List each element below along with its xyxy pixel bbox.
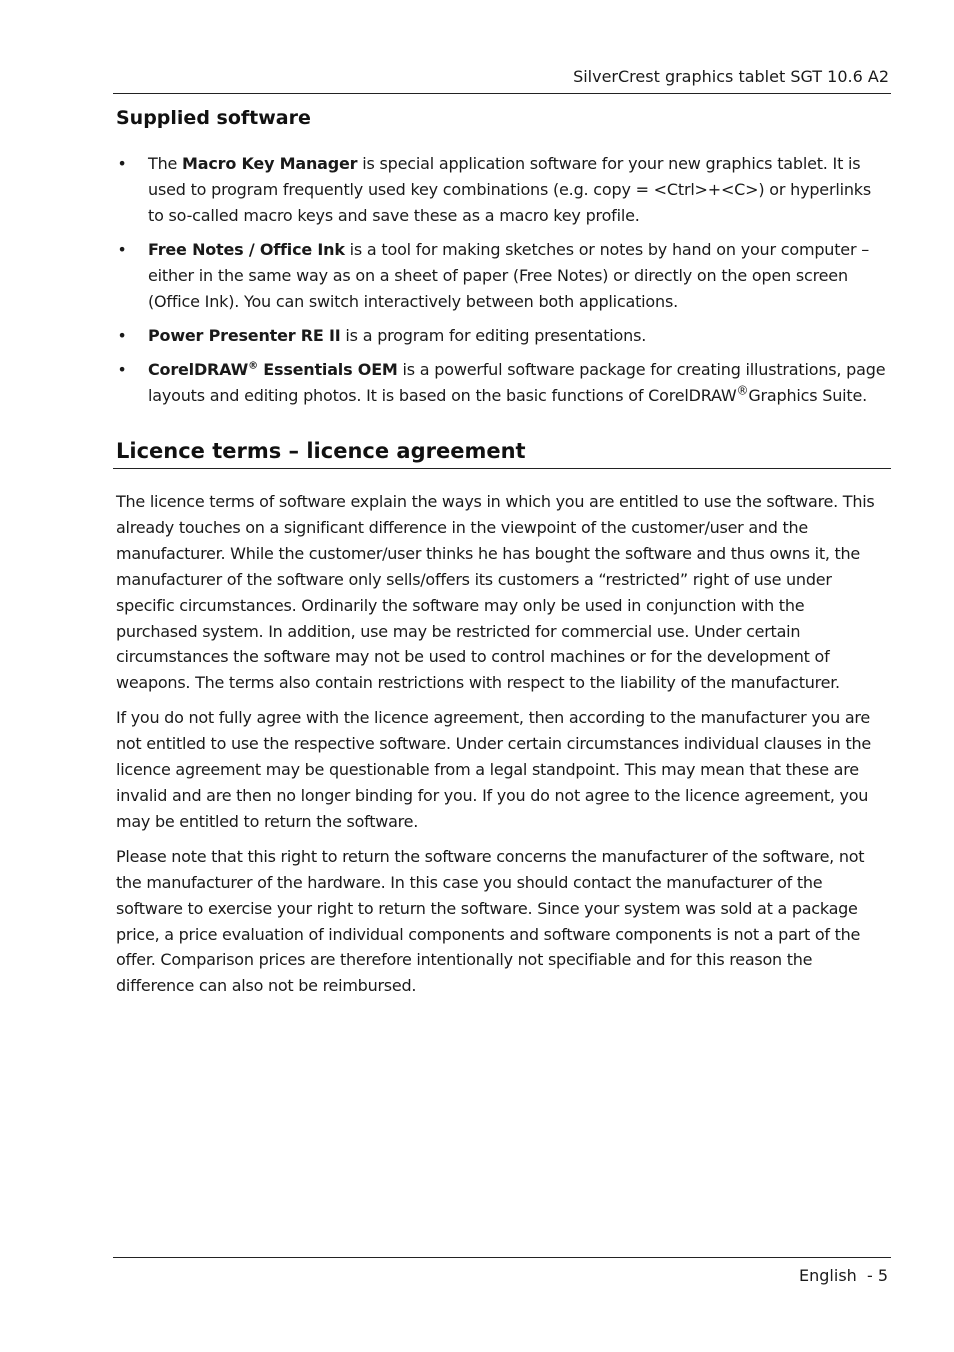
- page-header: [113, 66, 891, 94]
- software-name-main: CorelDRAW: [148, 360, 249, 379]
- bullet-icon: •: [117, 240, 127, 259]
- page-footer: [113, 1257, 891, 1287]
- licence-paragraph-2: If you do not fully agree with the licence agreement, then according to the manufacturer you are not entitled to use the respective software. Under certain circumstances individual clauses in the licence agreement may be questionable from a legal standpoint. This may mean that these are invalid and are then no longer binding for you. If you do not agree to the licence agreement, you may be entitled to return the software.: [116, 708, 871, 831]
- item-description: is a tool for making sketches or notes by hand on your computer – either in the same way as on a sheet of paper (Free Notes) or directly on the open screen (Office Ink). You can switch interactively between both applications.: [148, 240, 870, 311]
- list-item: [116, 357, 888, 409]
- software-name: Macro Key Manager: [182, 154, 358, 173]
- bullet-icon: •: [117, 326, 127, 345]
- item-description: is special application software for your new graphics tablet. It is used to program frequently used key combinations (e.g. copy = <Ctrl>+<C>) or hyperlinks to so-called macro keys and save these as a macro key profile.: [148, 154, 871, 225]
- registered-mark: ®: [736, 383, 749, 398]
- list-item: [116, 151, 888, 229]
- page-content: [116, 104, 888, 999]
- licence-heading-rule: [113, 436, 891, 469]
- software-name-suffix: Essentials OEM: [257, 360, 398, 379]
- licence-paragraph-3: Please note that this right to return the software concerns the manufacturer of the software, not the manufacturer of the hardware. In this case you should contact the manufacturer of the software to exercise your right to return the software. Since your system was sold at a package price, a price evaluation of individual components and software components is not a part of the offer. Comparison prices are therefore intentionally not specifiable and for this reason the difference can also not be reimbursed.: [116, 846, 865, 996]
- software-name: [148, 360, 398, 379]
- supplied-software-list: [116, 151, 888, 409]
- software-name: Free Notes / Office Ink: [148, 240, 345, 259]
- bullet-icon: •: [117, 154, 127, 173]
- list-item: [116, 237, 888, 315]
- supplied-software-heading: Supplied software: [116, 107, 311, 129]
- page-number: English - 5: [799, 1266, 888, 1285]
- item-prefix: The: [148, 154, 183, 173]
- item-description-end: Graphics Suite.: [748, 386, 868, 405]
- software-name: Power Presenter RE II: [148, 326, 341, 345]
- licence-heading: Licence terms – licence agreement: [116, 439, 526, 463]
- item-description: is a program for editing presentations.: [340, 326, 647, 345]
- registered-mark: ®: [248, 360, 258, 372]
- list-item: [116, 323, 888, 349]
- licence-paragraph-1: The licence terms of software explain the ways in which you are entitled to use the software. This already touches on a significant difference in the viewpoint of the customer/user and the manufacturer. While the customer/user thinks he has bought the software and thus owns it, the manufacturer of the software only sells/offers its customers a “restricted” right of use under specific circumstances. Ordinarily the software may only be used in conjunction with the purchased system. In addition, use may be restricted for commercial use. Under certain circumstances the software may not be used to control machines or for the development of weapons. The terms also contain restrictions with respect to the liability of the manufacturer.: [116, 492, 875, 693]
- item-description: is a powerful software package for creating illustrations, page layouts and editing photos. It is based on the basic functions of CorelDRAW: [148, 360, 886, 405]
- bullet-icon: •: [117, 360, 127, 379]
- document-title: SilverCrest graphics tablet SGT 10.6 A2: [573, 67, 889, 86]
